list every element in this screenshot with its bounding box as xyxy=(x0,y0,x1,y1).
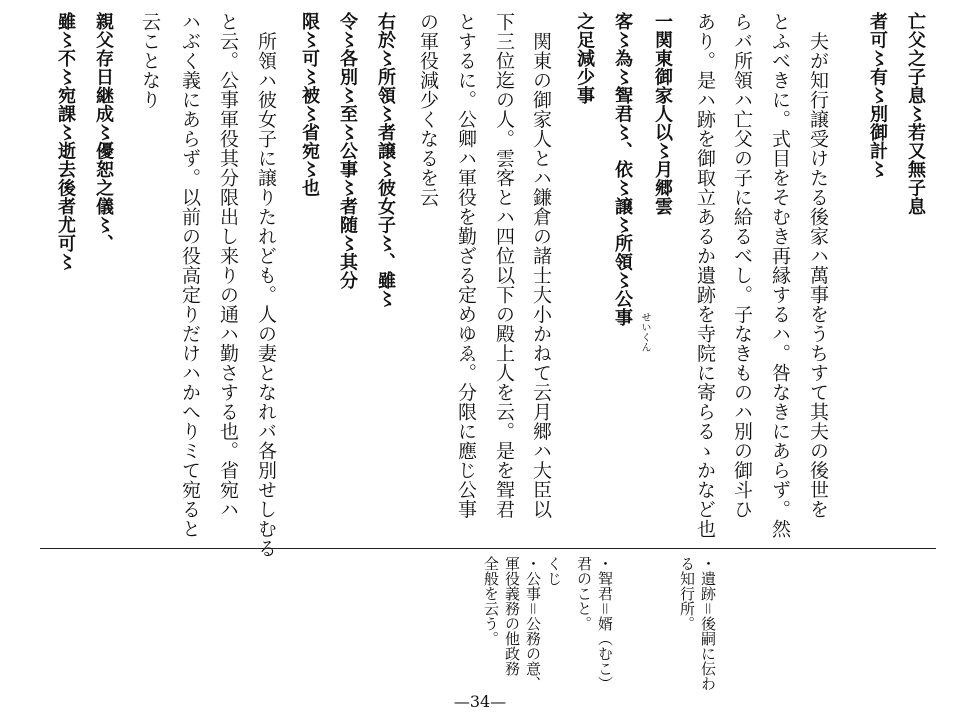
commentary-text-column: らバ所領ハ亡父の子に給るべし。子なきものハ別の御斗ひ xyxy=(731,12,753,519)
commentary-text-column: 所領ハ彼女子に譲りたれども。人の妻となれバ各別せしむる xyxy=(255,12,277,558)
original-text-column: 亡父之子息〻若又無子息 xyxy=(905,12,926,216)
footnote-iseki: ・遺跡＝後嗣に伝わ る知行所。 xyxy=(678,556,717,692)
commentary-text-column: 夫が知行譲受けたる後家ハ萬事をうちすて其夫の後世を xyxy=(807,12,829,519)
original-text-column: 親父存日継成〻優恕之儀〻、 xyxy=(93,12,114,253)
commentary-text-column: 云ことなり xyxy=(139,12,161,110)
footnote-divider xyxy=(40,548,936,549)
commentary-text-column: と云。公事軍役其分限出し来りの通ハ勤さする也。省宛ハ xyxy=(217,12,239,519)
page-number: —34— xyxy=(453,692,507,711)
original-text-column: 一関東御家人以〻月郷雲 xyxy=(652,12,673,216)
original-text-column: 令〻各別〻至〻公事〻者随〻其分 xyxy=(337,12,358,290)
commentary-text-column: の軍役減少くなるを云 xyxy=(417,12,439,207)
commentary-text-column: 下三位迄の人。雲客とハ四位以下の殿上人を云。是を聟君 xyxy=(493,12,515,519)
commentary-text-column: 関東の御家人とハ鎌倉の諸士大小かねて云月郷ハ大臣以 xyxy=(530,12,552,519)
original-text-column: 客〻為〻聟君〻、依〻譲〻所領〻公事 xyxy=(612,12,633,327)
footnote-mukokun: ・聟君＝婿（むこ） 君のこと。 xyxy=(575,556,614,692)
original-text-column: 者可〻有〻別御計〻 xyxy=(867,12,888,179)
original-text-column: 右於〻所領〻者譲〻彼女子〻、雖〻 xyxy=(375,12,396,308)
commentary-text-column: とするに。公卿ハ軍役を勤ざる定めゆゑ。分限に應じ公事 xyxy=(455,12,477,519)
commentary-text-column: あり。是ハ跡を御取立あるか遺跡を寺院に寄らるゝかなど也 xyxy=(694,12,716,539)
original-text-column: 雖〻不〻宛課〻逝去後者尤可〻 xyxy=(55,12,76,271)
furigana-ruby: せいくん xyxy=(639,312,650,352)
commentary-text-column: ハぶく義にあらず。以前の役高定りだけハかへりミて宛ると xyxy=(179,12,201,539)
footnote-kuji: くじ ・公事＝公務の意、 軍役義務の他政務 全般を云う。 xyxy=(482,556,563,692)
original-text-column: 之足減少事 xyxy=(574,12,595,105)
original-text-column: 限〻可〻被〻省宛〻也 xyxy=(299,12,320,197)
commentary-text-column: とふべきに。式目をそむき再縁するハ。咎なきにあらず。然 xyxy=(769,12,791,539)
